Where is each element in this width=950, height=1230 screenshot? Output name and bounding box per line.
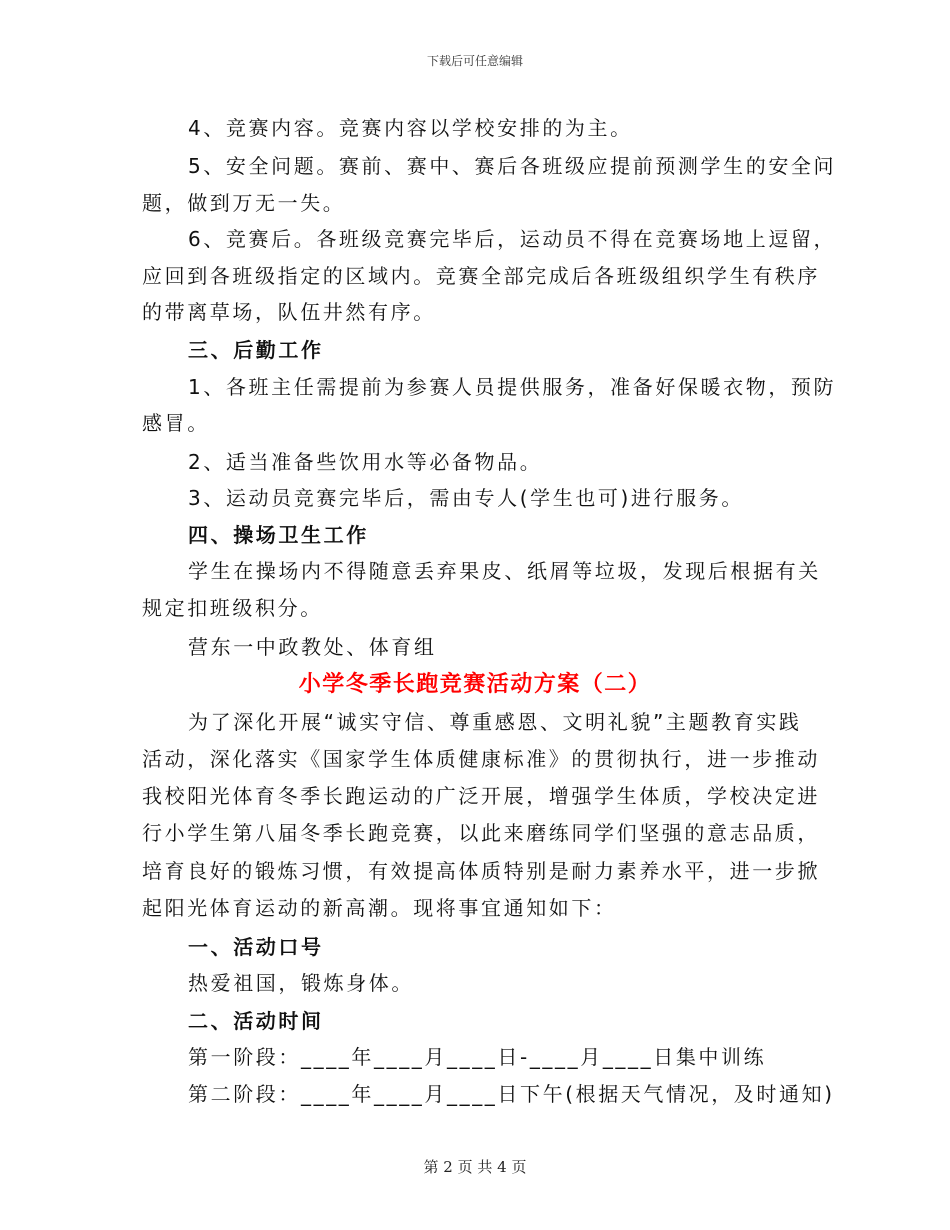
paragraph-line: 起阳光体育运动的新高潮。现将事宜通知如下： [142, 896, 617, 920]
paragraph-line: 的带离草场，队伍井然有序。 [142, 300, 436, 324]
paragraph-line: 感冒。 [142, 411, 210, 435]
paragraph-line: 1、各班主任需提前为参赛人员提供服务，准备好保暖衣物，预防 [188, 375, 837, 399]
paragraph-line: 行小学生第八届冬季长跑竞赛，以此来磨练同学们坚强的意志品质， [142, 821, 820, 845]
paragraph-line: 第一阶段：____年____月____日-____月____日集中训练 [188, 1045, 767, 1069]
paragraph-line: 5、安全问题。赛前、赛中、赛后各班级应提前预测学生的安全问 [188, 154, 837, 178]
paragraph-line: 热爱祖国，锻炼身体。 [188, 971, 414, 995]
page-header-note: 下载后可任意编辑 [426, 54, 523, 68]
section-heading: 三、后勤工作 [188, 338, 324, 362]
section-heading: 四、操场卫生工作 [188, 523, 369, 547]
paragraph-line: 为了深化开展“诚实守信、尊重感恩、文明礼貌”主题教育实践 [188, 710, 802, 734]
paragraph-line: 我校阳光体育冬季长跑运动的广泛开展，增强学生体质，学校决定进 [142, 784, 820, 808]
paragraph-line: 规定扣班级积分。 [142, 596, 323, 620]
paragraph-line: 培育良好的锻炼习惯，有效提高体质特别是耐力素养水平，进一步掀 [142, 859, 820, 883]
paragraph-line: 2、适当准备些饮用水等必备物品。 [188, 450, 543, 474]
paragraph-line: 第二阶段：____年____月____日下午(根据天气情况，及时通知) [188, 1082, 835, 1106]
paragraph-line: 6、竞赛后。各班级竞赛完毕后，运动员不得在竞赛场地上逗留， [188, 227, 837, 251]
page-number-footer: 第 2 页 共 4 页 [423, 1158, 527, 1176]
paragraph-line: 应回到各班级指定的区域内。竞赛全部完成后各班级组织学生有秩序 [142, 264, 820, 288]
paragraph-line: 活动，深化落实《国家学生体质健康标准》的贯彻执行，进一步推动 [142, 747, 820, 771]
paragraph-line: 4、竞赛内容。竞赛内容以学校安排的为主。 [188, 116, 633, 140]
section-title: 小学冬季长跑竞赛活动方案（二） [298, 672, 652, 697]
paragraph-line: 题，做到万无一失。 [142, 191, 346, 215]
paragraph-line: 3、运动员竞赛完毕后，需由专人(学生也可)进行服务。 [188, 486, 744, 510]
signature-line: 营东一中政教处、体育组 [188, 635, 437, 659]
section-heading: 一、活动口号 [188, 935, 324, 959]
section-heading: 二、活动时间 [188, 1009, 324, 1033]
paragraph-line: 学生在操场内不得随意丢弃果皮、纸屑等垃圾，发现后根据有关 [188, 559, 821, 583]
